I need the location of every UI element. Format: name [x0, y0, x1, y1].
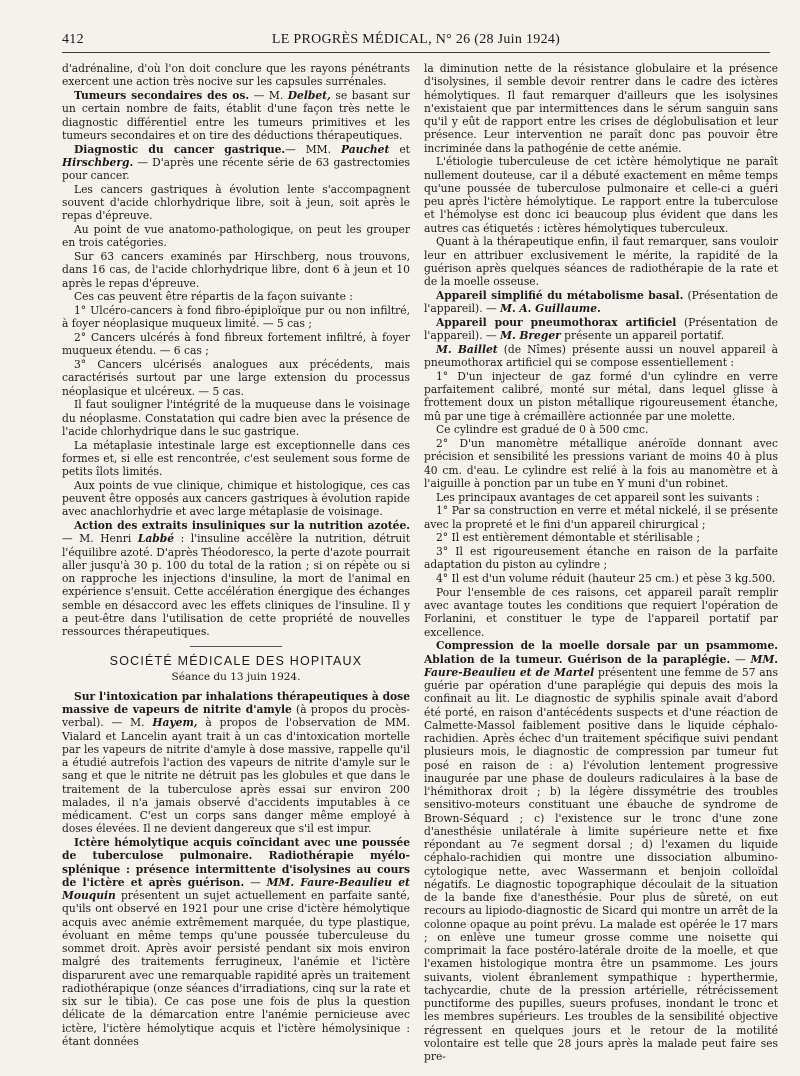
article-psammome: Compression de la moelle dorsale par un psammome. Ablation de la tumeur. Guérison de la paraplégie. — MM. Faure-Beaulieu et de Martel présentent une femme de 57 ans guérie par opération d'une paraplégie qui depuis des mois la confinait au lit. Le diagnostic de syphilis spinale avait d'abord été porté, en raison d'antécédents suspects et d'une réaction de Calmette-Massol faiblement positive dans le liquide céphalo-rachidien. Après échec d'un traitement spécifique suivi pendant plusieurs mois, le diagnostic de compression par tumeur fut posé en raison de : a) l'évolution lentement progressive inaugurée par une phase de douleurs radiculaires à la base de l'hémithorax droit ; b) la légère dissymétrie des troubles sensitivo-moteurs constituant une ébauche de syndrome de Brown-Séquard ; c) l'existence sur le tronc d'une zone d'anesthésie unilatérale à limite supérieure nette et fixe répondant au 7e segment dorsal ; d) l'examen du liquide céphalo-rachidien qui montre une dissociation albumino-cytologique nette, avec Wassermann et benjoin colloïdal négatifs. Le diagnostic topographique découlait de la situation de la bande fixe d'anesthésie. Pour plus de sûreté, on eut recours au lipiodo-diagnostic de Sicard qui montre un arrêt de la colonne opaque au point prévu. La malade est opérée le 17 mars ; on enlève une tumeur grosse comme une noisette qui comprimait la face postéro-latérale droite de la moelle, et que l'examen histologique montra être un psammome. Les jours suivants, violent ébranlement sympathique : hyperthermie, tachycardie, chute de la pression artérielle, rétrécissement punctiforme des pupilles, sueurs profuses, inondant le tronc et les membres supérieurs. Les troubles de la sensibilité objective régressent en quelques jours et le retour de la motilité volontaire est telle que 28 jours après la malade peut faire ses pre-	[424, 639, 779, 1063]
article-heading: Ictère hémolytique acquis coïncidant avec une poussée de tuberculose pulmonaire. Radiothérapie myélo-splénique : présence intermittente d'isolysines au cours de l'ictère et après guérison.	[62, 836, 410, 889]
author-name: Labbé	[137, 532, 175, 546]
author-name: M. Breger	[500, 329, 561, 342]
list-item: 1° Ulcéro-cancers à fond fibro-épiploïque pur ou non infiltré, à foyer néoplasique muqueux limité. — 5 cas ;	[62, 304, 410, 331]
article-heading: Diagnostic du cancer gastrique.	[74, 142, 286, 156]
left-column	[62, 62, 410, 1056]
article-tumeurs-secondaires: Tumeurs secondaires des os. — M. Delbet, se basant sur un certain nombre de faits, établit d'une façon très nette le diagnostic différentiel entre les tumeurs primitives et les tumeurs secondaires et on tire des déductions thérapeutiques.	[62, 89, 410, 142]
author-name: M. Baillet	[436, 342, 498, 356]
author-name: MM. Faure-Beaulieu et Mouquin	[62, 875, 410, 902]
article-heading: Compression de la moelle dorsale par un psammome. Ablation de la tumeur. Guérison de la paraplégie.	[424, 639, 778, 666]
article-baillet: M. Baillet (de Nîmes) présente aussi un nouvel appareil à pneumothorax artificiel qui se compose essentiellement :	[424, 342, 778, 369]
paragraph: Quant à la thérapeutique enfin, il faut remarquer, sans vouloir leur en attribuer exclusivement le mérite, la rapidité de la guérison après quelques séances de radiothérapie de la rate et de la moelle osseuse.	[424, 235, 778, 288]
paragraph: La métaplasie intestinale large est exceptionnelle dans ces formes et, si elle est rencontrée, c'est seulement sous forme de petits îlots limités.	[62, 438, 410, 478]
article-metabolisme-basal: Appareil simplifié du métabolisme basal. (Présentation de l'appareil). — M. A. Guillaume.	[424, 288, 778, 315]
journal-title: LE PROGRÈS MÉDICAL, N° 26 (28 Juin 1924)	[271, 32, 561, 47]
paragraph: Ce cylindre est gradué de 0 à 500 cmc.	[436, 423, 649, 437]
section-date: Séance du 13 juin 1924.	[171, 670, 301, 683]
section-divider	[190, 646, 282, 647]
author-name: Hayem,	[152, 716, 198, 730]
author-name: MM. Faure-Beaulieu et de Martel	[424, 652, 779, 679]
list-item: 2° Cancers ulcérés à fond fibreux fortement infiltré, à foyer muqueux étendu. — 6 cas ;	[62, 331, 410, 358]
right-column	[424, 62, 779, 1063]
list-item: 4° Il est d'un volume réduit (hauteur 25 cm.) et pèse 3 kg.500.	[436, 572, 776, 585]
running-header	[62, 30, 770, 53]
author-name: M. A. Guillaume.	[500, 302, 601, 315]
paragraph: L'étiologie tuberculeuse de cet ictère hémolytique ne paraît nullement douteuse, car il a débuté exactement en même temps qu'une poussée de tuberculose pulmonaire et celle-ci a guéri peu après l'ictère hémolytique. Le rapport entre la tuberculose et l'hémolyse est donc ici beaucoup plus évident que dans les autres cas étiquetés : ictères hémolytiques tuberculeux.	[424, 155, 778, 235]
paragraph: Sur 63 cancers examinés par Hirschberg, nous trouvons, dans 16 cas, de l'acide chlorhydrique libre, dont 6 à jeun et 10 après le repas d'épreuve.	[62, 250, 410, 290]
author-name: Hirschberg.	[62, 155, 134, 169]
article-ictere-hemolytique: Ictère hémolytique acquis coïncidant avec une poussée de tuberculose pulmonaire. Radiothérapie myélo-splénique : présence intermittente d'isolysines au cours de l'ictère et après guérison. — MM. Faure-Beaulieu et Mouquin présentent un sujet actuellement en parfaite santé, qu'ils ont observé en 1921 pour une crise d'ictère hémolytique acquis avec anémie extrêmement marquée, du type plastique, évoluant en même temps qu'une poussée tuberculeuse du sommet droit. Après avoir persisté pendant six mois environ malgré des traitements ferrugineux, l'anémie et l'ictère disparurent avec une remarquable rapidité après un traitement radiothérapique (onze séances d'irradiations, cinq sur la rate et six sur le tibia). Ce cas pose une fois de plus la question délicate de la démarcation entre l'anémie pernicieuse avec ictère, l'ictère hémolytique acquis et l'ictère hémolysinique : étant données	[62, 836, 410, 1048]
article-heading: Action des extraits insuliniques sur la nutrition azotée.	[74, 519, 410, 532]
paragraph: Pour l'ensemble de ces raisons, cet appareil paraît remplir avec avantage toutes les conditions que requiert l'opération de Forlanini, et constituer le type de l'appareil portatif par excellence.	[424, 585, 778, 639]
article-cancer-gastrique: Diagnostic du cancer gastrique.— MM. Pauchet et Hirschberg. — D'après une récente série de 63 gastrectomies pour cancer.	[62, 142, 410, 182]
paragraph: la diminution nette de la résistance globulaire et la présence d'isolysines, il semble devoir rentrer dans le cadre des ictères hémolytiques. Il faut remarquer d'ailleurs que les isolysines n'existaient que par intermittences dans le sérum sanguin sans qu'il y eût de rapport entre les crises de déglobulisation et leur présence. Leur intervention ne paraît donc pas pouvoir être incriminée dans la pathogénie de cette anémie.	[424, 62, 778, 155]
list-item: 1° D'un injecteur de gaz formé d'un cylindre en verre parfaitement calibré, monté sur métal, dans lequel glisse à frottement doux un piston métallique rigoureusement étanche, mû par une tige à crémaillère actionnée par une molette.	[424, 369, 778, 423]
article-heading: Appareil pour pneumothorax artificiel	[436, 315, 677, 329]
article-heading: Appareil simplifié du métabolisme basal.	[436, 288, 684, 302]
list-item: 2° Il est entièrement démontable et stérilisable ;	[436, 531, 700, 545]
article-heading: Sur l'intoxication par inhalations thérapeutiques à dose massive de vapeurs de nitrite d'amyle	[62, 689, 410, 716]
page-number: 412	[62, 32, 84, 47]
article-pneumothorax: Appareil pour pneumothorax artificiel (Présentation de l'appareil). — M. Breger présente un appareil portatif.	[424, 315, 778, 342]
article-nitrite-amyle: Sur l'intoxication par inhalations thérapeutiques à dose massive de vapeurs de nitrite d'amyle (à propos du procès-verbal). — M. Hayem, à propos de l'observation de MM. Vialard et Lancelin ayant trait à un cas d'intoxication mortelle par les vapeurs de nitrite d'amyle à dose massive, rappelle qu'il a étudié autrefois l'action des vapeurs de nitrite d'amyle sur le sang et que le nitrite ne détruit pas les globules et que dans le traitement de la tuberculose après essai sur environ 200 malades, il n'a jamais observé d'accidents imputables à ce médicament. C'est un corps sans danger même employé à doses élevées. Il ne devient dangereux que s'il est impur.	[62, 689, 410, 836]
paragraph: Les cancers gastriques à évolution lente s'accompagnent souvent d'acide chlorhydrique libre, soit à jeun, soit après le repas d'épreuve.	[62, 182, 410, 223]
paragraph: Les principaux avantages de cet appareil sont les suivants :	[436, 490, 760, 504]
article-heading: Tumeurs secondaires des os.	[74, 89, 250, 102]
paragraph: Il faut souligner l'intégrité de la muqueuse dans le voisinage du néoplasme. Constatation qui cadre bien avec la présence de l'acide chlorhydrique dans le suc gastrique.	[62, 398, 410, 438]
list-item: 2° D'un manomètre métallique anéroïde donnant avec précision et sensibilité les pressions variant de moins 40 à plus 40 cm. d'eau. Le cylindre est relié à la fois au manomètre et à l'aiguille à ponction par un tube en Y muni d'un robinet.	[424, 437, 778, 490]
paragraph: Ces cas peuvent être répartis de la façon suivante :	[74, 290, 353, 304]
list-item: 3° Cancers ulcérisés analogues aux précédents, mais caractérisés surtout par une large extension du processus néoplasique et ulcéreux. — 5 cas.	[62, 358, 410, 398]
author-name: Pauchet	[340, 142, 390, 156]
article-insuline: Action des extraits insuliniques sur la nutrition azotée. — M. Henri Labbé : l'insuline accélère la nutrition, détruit l'équilibre azoté. D'après Théodoresco, la perte d'azote pourrait aller jusqu'à 30 p. 100 du total de la ration ; si on répète ou si on rapproche les injections d'insuline, la mort de l'animal en expérience s'ensuit. Cette accélération énergique des échanges semble en désaccord avec les effets cliniques de l'insuline. Il y a peut-être dans l'utilisation de cette propriété de nouvelles ressources thérapeutiques.	[62, 519, 410, 638]
section-title: SOCIÉTÉ MÉDICALE DES HOPITAUX	[109, 654, 363, 669]
list-item: 3° Il est rigoureusement étanche en raison de la parfaite adaptation du piston au cylindre ;	[424, 545, 778, 572]
author-name: Delbet,	[287, 89, 331, 102]
list-item: 1° Par sa construction en verre et métal nickelé, il se présente avec la propreté et le fini d'un appareil chirurgical ;	[424, 504, 778, 531]
paragraph: Aux points de vue clinique, chimique et histologique, ces cas peuvent être opposés aux cancers gastriques à évolution rapide avec anachlorhydrie et avec large métaplasie de voisinage.	[62, 478, 410, 519]
paragraph: d'adrénaline, d'où l'on doit conclure que les rayons pénétrants exercent une action très nocive sur les capsules surrénales.	[62, 62, 410, 89]
paragraph: Au point de vue anatomo-pathologique, on peut les grouper en trois catégories.	[62, 223, 410, 250]
